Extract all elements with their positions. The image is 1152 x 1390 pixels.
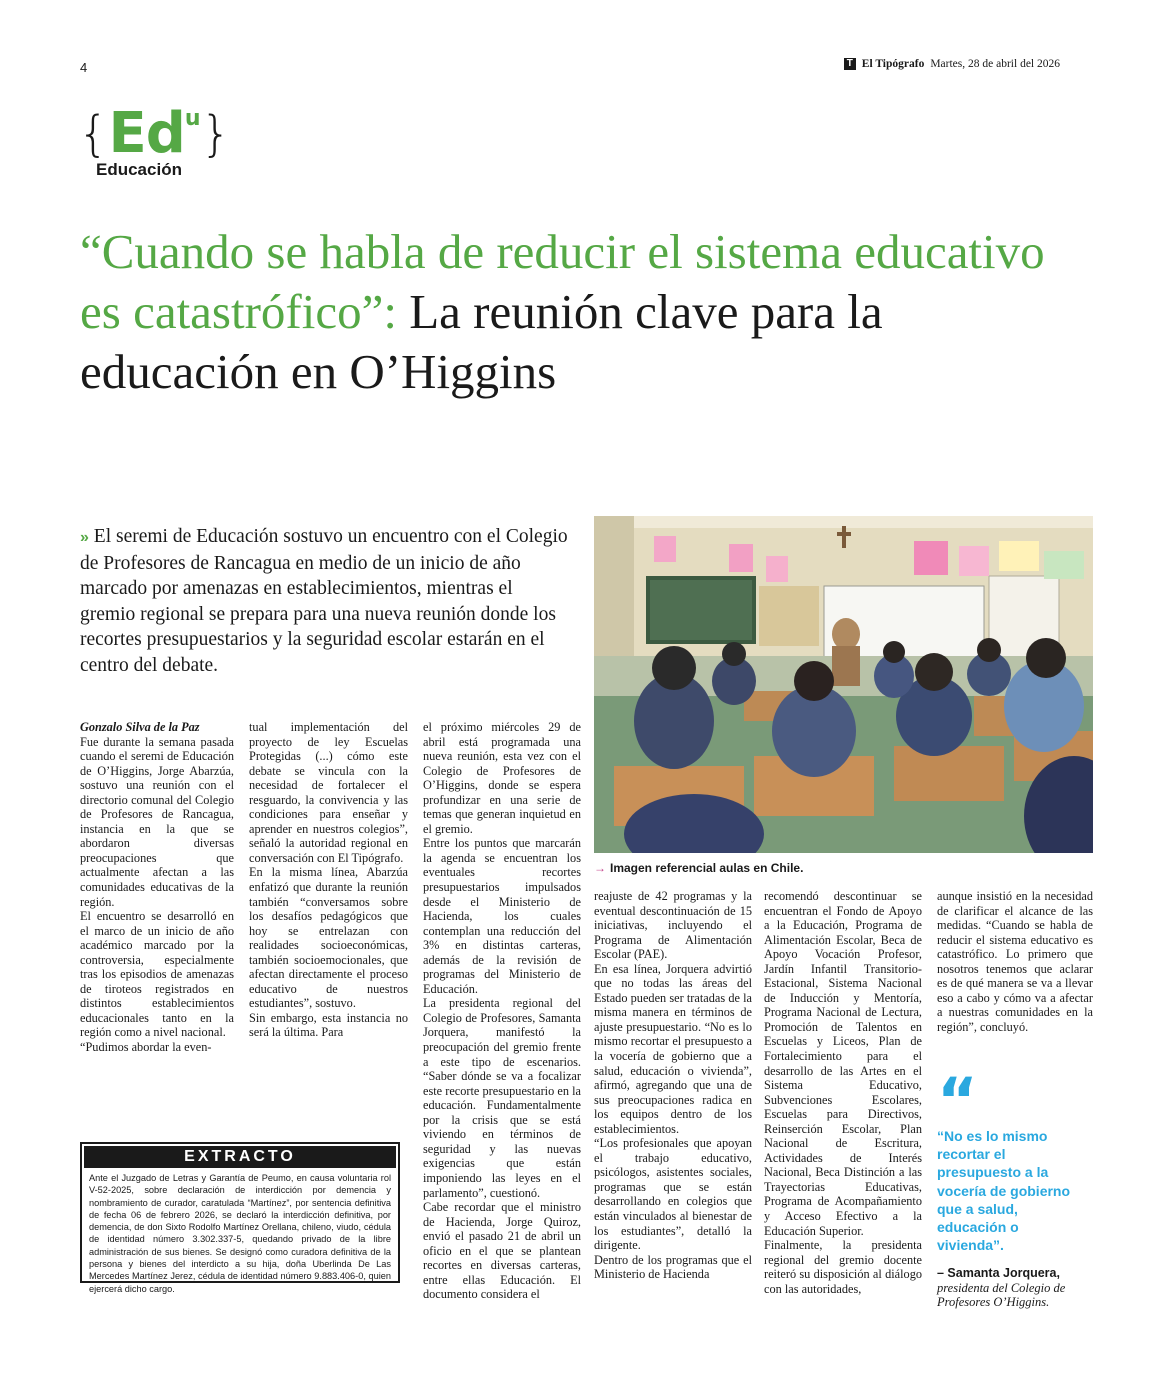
classroom-photo [594, 516, 1093, 853]
quote-mark-icon: “ [937, 1064, 978, 1137]
article-paragraph: En la misma línea, Abarzúa enfatizó que durante la reunión también “conversamos sobre los desafíos pedagógicos que hoy se entrelazan con realidades socioeconómicas, también socioemocionales, que afectan directamente el proceso educativo de nuestros estudiantes”, sostuvo. [249, 865, 408, 1011]
quote-author-role: presidenta del Colegio de Profesores O’Higgins. [937, 1280, 1066, 1309]
article-paragraph: Entre los puntos que marcarán la agenda se encuentran los eventuales recortes presupuestarios impulsados desde el Ministerio de Hacienda, los cuales contemplan una reducción del 3% en distintas carteras, además de la revisión de programas del Ministerio de Educación. [423, 836, 581, 996]
headline-rest: La reunión clave para la educación en O’Higgins [80, 284, 883, 399]
article-column-3 [423, 720, 581, 1302]
article-paragraph: Cabe recordar que el ministro de Hacienda, Jorge Quiroz, envió el pasado 21 de abril un oficio en el que se plantean recortes en diversas carteras, entre ellas Educación. El documento considera el [423, 1200, 581, 1302]
section-logo-brace-close: } [200, 106, 232, 162]
arrow-right-icon: → [594, 861, 606, 875]
section-logo [78, 101, 232, 180]
article-paragraph: El encuentro se desarrolló en el marco de un inicio de año académico marcado por la controversia, especialmente tras los episodios de amenazas de tiroteos registrados en distintos establecimientos educacionales tanto en la región como a nivel nacional. [80, 909, 234, 1040]
section-logo-main: Ed [108, 101, 185, 166]
article-paragraph: aunque insistió en la necesidad de clarificar el alcance de las medidas. “Cuando se habla de reducir el sistema educativo es catastrófico. Lo primero que nosotros tenemos que aclarar es de qué manera se va a llevar eso a cabo y cómo va a afectar a nuestras comunidades en la región”, concluyó. [937, 889, 1093, 1034]
issue-date: Martes, 28 de abril del 2026 [930, 58, 1060, 70]
lead-arrow-icon: » [80, 529, 89, 546]
quote-author: – Samanta Jorquera, [937, 1266, 1060, 1280]
article-paragraph: el próximo miércoles 29 de abril está programada una nueva reunión, esta vez con el Colegio de Profesores de O’Higgins, donde se espera profundizar en una serie de temas que generan inquietud en el gremio. [423, 720, 581, 836]
lead-text: El seremi de Educación sostuvo un encuentro con el Colegio de Profesores de Rancagua en medio de un inicio de año marcado por amenazas en establecimientos, mientras el gremio regional se prepara para una nueva reunión donde los recortes presupuestarios y la seguridad escolar estarán en el centro del debate. [80, 526, 568, 676]
masthead [844, 58, 1060, 70]
byline: Gonzalo Silva de la Paz [80, 720, 200, 734]
article-column-2 [249, 720, 408, 1040]
article-paragraph: En esa línea, Jorquera advirtió que no todas las áreas del Estado pueden ser tratadas de la misma manera en términos de ajuste presupuestario. “No es lo mismo recortar el presupuesto a la vocería de gobierno que a salud, educación o vivienda”, afirmó, agregando que una de sus preocupaciones radica en los equipos dentro de los establecimientos. [594, 961, 752, 1136]
article-column-5 [764, 889, 922, 1296]
headline-quote: “Cuando se habla de reducir el sistema educativo es catastrófico”: [80, 224, 1045, 339]
pull-quote-attribution [937, 1266, 1093, 1310]
extract-text: Ante el Juzgado de Letras y Garantía de Peumo, en causa voluntaria rol V-52-2025, sobre declaración de interdicción por demencia y nombramiento de curador, caratulada “Martínez”, por sentencia definitiva de fecha 06 de febrero 2026, se declaró la interdicción definitiva, por demencia, de don Sixto Rodolfo Martínez Orellana, chileno, viudo, cédula de identidad número 3.302.337-5, quedando privado de la libre administración de sus bienes. Se designó como curadora definitiva de la persona y bienes del interdicto a su hija, doña Uberlinda De Las Mercedes Martínez Jerez, cédula de identidad número 9.883.406-0, quien ejercerá dicho cargo. [89, 1173, 391, 1294]
legal-extract-box [80, 1142, 400, 1294]
section-logo-superscript: u [184, 106, 201, 131]
article-paragraph: Fue durante la semana pasada cuando el seremi de Educación de O’Higgins, Jorge Abarzúa, sostuvo una reunión con el directorio comunal del Colegio de Profesores de Rancagua, instancia en la que se abordaron diversas preocupaciones que actualmente afectan a las comunidades educativas de la región. [80, 734, 234, 909]
newspaper-name: El Tipógrafo [861, 58, 925, 70]
article-column-1 [80, 720, 234, 1055]
section-label: Educación [96, 160, 182, 179]
article-paragraph: “Los profesionales que apoyan el trabajo educativo, psicólogos, asistentes sociales, programas que se están desarrollando en colegios que están vinculados al bienestar de los estudiantes”, detalló la dirigente. [594, 1136, 752, 1253]
extract-title: EXTRACTO [84, 1146, 396, 1168]
classroom-photo-illustration [594, 516, 1093, 853]
article-paragraph: Dentro de los programas que el Ministerio de Hacienda [594, 1252, 752, 1282]
article-paragraph: recomendó descontinuar se encuentran el Fondo de Apoyo a la Educación, Programa de Alimentación Escolar, Beca de Apoyo Vocación Profesor, Jardín Infantil Transitorio-Estacional, Sistema Nacional de Inducción y Mentoría, Programa Nacional de Lectura, Promoción de Talentos en Escuelas y Liceos, Plan de Fortalecimiento para el desarrollo de las Artes en el Sistema Educativo, Subvenciones Escolares, Escuelas para Directivos, Reinserción Escolar, Plan Nacional de Escritura, Actividades de Interés Nacional, Beca Distinción a las Trayectorias Educativas, Programa de Acompañamiento y Acceso Efectivo a la Educación Superior. [764, 889, 922, 1238]
article-paragraph: Finalmente, la presidenta regional del gremio docente reiteró su disposición al diálogo con las autoridades, [764, 1238, 922, 1296]
article-paragraph: Sin embargo, esta instancia no será la última. Para [249, 1010, 408, 1040]
photo-caption-text: Imagen referencial aulas en Chile. [610, 861, 804, 875]
section-logo-brace-open: { [78, 106, 109, 162]
pull-quote: “No es lo mismo recortar el presupuesto a la vocería de gobierno que a salud, educación o vivienda”. [937, 1128, 1071, 1254]
article-paragraph: tual implementación del proyecto de ley Escuelas Protegidas (...) cómo este debate se vincula con la necesidad de fortalecer el resguardo, la convivencia y las condiciones para enseñar y aprender en nuestros colegios”, señaló la autoridad regional en conversación con El Tipógrafo. [249, 720, 408, 865]
page-number: 4 [80, 60, 88, 75]
article-column-4 [594, 889, 752, 1282]
newspaper-logo-icon: T [844, 58, 856, 70]
article-paragraph: “Pudimos abordar la even- [80, 1040, 212, 1055]
article-paragraph: La presidenta regional del Colegio de Profesores, Samanta Jorquera, manifestó la preocupación del gremio frente a este tipo de escenarios. “Saber dónde se va a focalizar este recorte presupuestario en la educación. Fundamentalmente por la crisis que se está viviendo en términos de seguridad y las nuevas exigencias que están imponiendo las leyes en el parlamento”, cuestionó. [423, 996, 581, 1200]
article-paragraph: reajuste de 42 programas y la eventual descontinuación de 15 iniciativas, incluyendo el Programa de Alimentación Escolar (PAE). [594, 889, 752, 962]
headline [80, 222, 1080, 402]
lead-paragraph [80, 524, 570, 678]
article-column-6 [937, 889, 1093, 1034]
photo-caption [594, 861, 803, 875]
